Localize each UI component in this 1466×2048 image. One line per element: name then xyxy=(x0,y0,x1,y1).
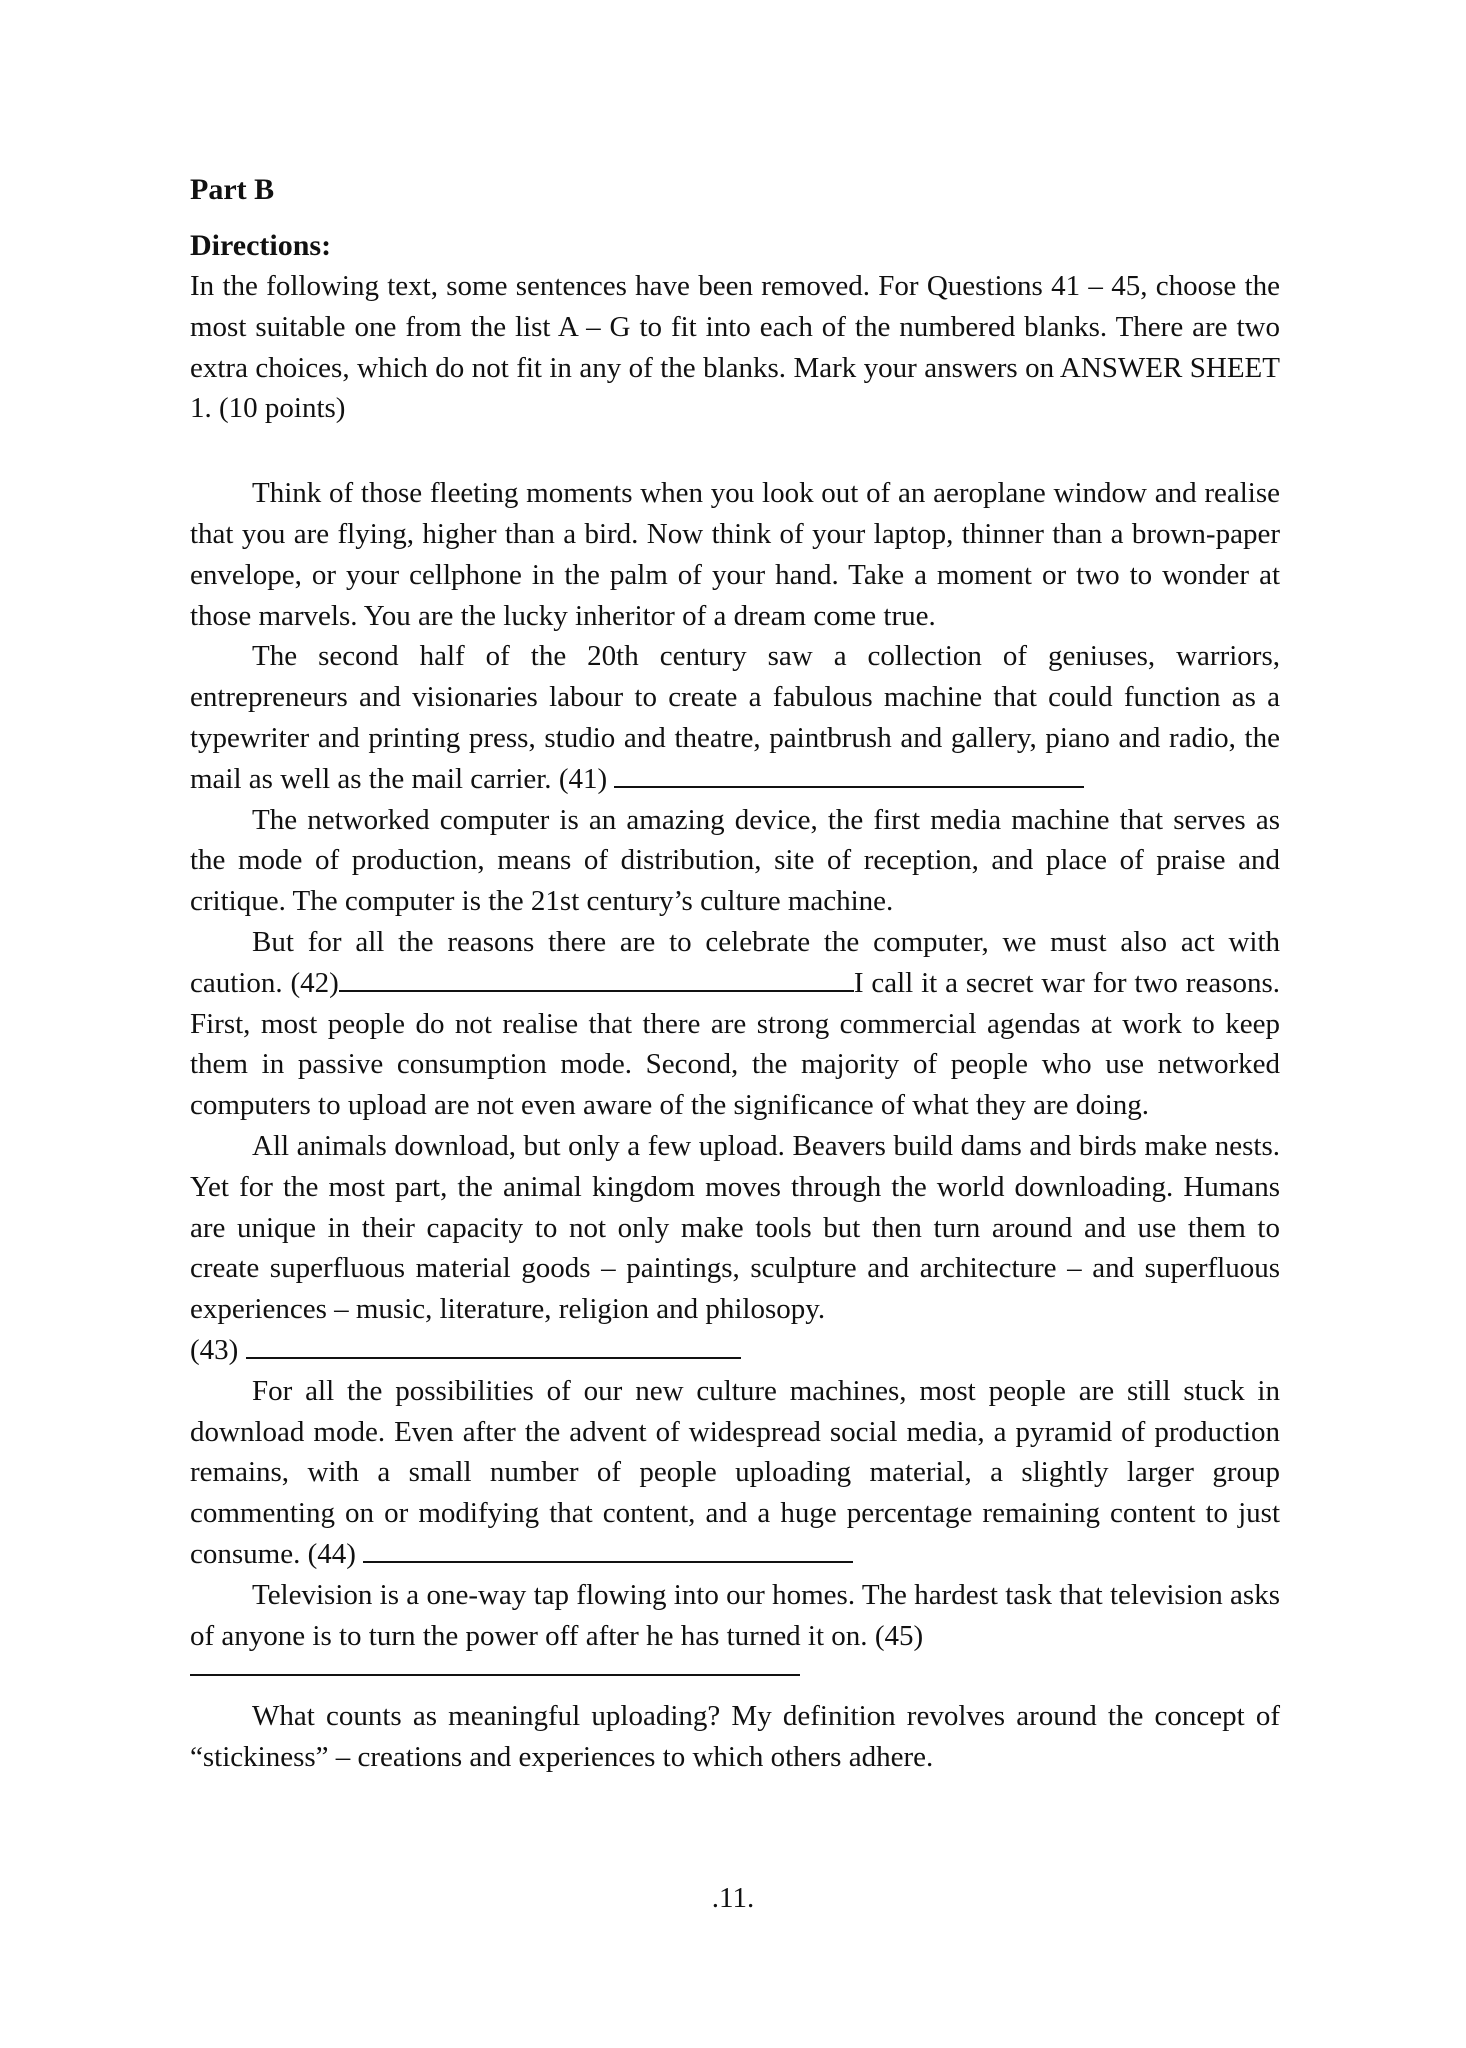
passage-paragraph-4 xyxy=(190,922,1280,1126)
passage-paragraph-6 xyxy=(190,1371,1280,1575)
question-45-blank[interactable] xyxy=(190,1658,800,1676)
part-title: Part B xyxy=(190,173,275,206)
passage-text: All animals download, but only a few upload. Beavers build dams and birds make nests. Yet for the most part, the animal kingdom moves through the world downloading. Humans are unique in their capacity to not only make tools but then turn around and use them to create superfluous material goods – paintings, sculpture and architecture – and superfluous experiences – music, literature, religion and philosopy. xyxy=(190,1129,1280,1326)
question-45-number: (45) xyxy=(874,1619,924,1652)
passage-paragraph-3 xyxy=(190,800,1280,922)
passage-text: For all the possibilities of our new culture machines, most people are still stuck in download mode. Even after the advent of widespread social media, a pyramid of production remains, with a small number of people uploading material, a slightly larger group commenting on or modifying that content, and a huge percentage remaining content to just consume. xyxy=(190,1374,1280,1570)
passage-text: The second half of the 20th century saw a collection of geniuses, warriors, entrepreneurs and visionaries labour to create a fabulous machine that could function as a typewriter and printing press, studio and theatre, paintbrush and gallery, piano and radio, the mail as well as the mail carrier. xyxy=(190,640,1280,795)
question-41-number: (41) xyxy=(558,762,608,795)
passage-paragraph-1 xyxy=(190,473,1280,636)
passage-text: What counts as meaningful uploading? My definition revolves around the concept of “stickiness” – creations and experiences to which others adhere. xyxy=(190,1700,1280,1774)
passage-text: But for all the reasons there are to celebrate the computer, we must also act with caution. xyxy=(190,925,1280,999)
passage-text: I call it a secret war for two reasons. First, most people do not realise that there are strong commercial agendas at work to keep them in passive consumption mode. Second, the majority of people who use networked computers to upload are not even aware of the significance of what they are doing. xyxy=(190,966,1281,1122)
directions-label: Directions: xyxy=(190,229,332,262)
passage-paragraph-2 xyxy=(190,636,1280,799)
directions-text: In the following text, some sentences have been removed. For Questions 41 – 45, choose the most suitable one from the list A – G to fit into each of the numbered blanks. There are two extra choices, which do not fit in any of the blanks. Mark your answers on ANSWER SHEET 1. (10 points) xyxy=(190,270,1280,425)
question-43-blank[interactable] xyxy=(246,1333,741,1359)
passage-paragraph-7 xyxy=(190,1575,1280,1657)
passage-text: The networked computer is an amazing device, the first media machine that serves as the mode of production, means of distribution, site of reception, and place of praise and critique. The computer is the 21st century’s culture machine. xyxy=(190,803,1280,918)
passage-paragraph-5 xyxy=(190,1126,1280,1330)
question-43-number: (43) xyxy=(190,1333,239,1366)
question-43-line xyxy=(190,1330,1280,1371)
question-44-blank[interactable] xyxy=(363,1537,853,1563)
passage-paragraph-8 xyxy=(190,1696,1280,1778)
question-42-number: (42) xyxy=(290,966,339,999)
page-number: .11. xyxy=(711,1882,755,1914)
passage-text: Television is a one-way tap flowing into our homes. The hardest task that television asks of anyone is to turn the power off after he has turned it on. xyxy=(190,1578,1280,1652)
part-b-section xyxy=(190,170,1280,1778)
passage-text: Think of those fleeting moments when you look out of an aeroplane window and realise that you are flying, higher than a bird. Now think of your laptop, thinner than a brown-paper envelope, or your cellphone in the palm of your hand. Take a moment or two to wonder at those marvels. You are the lucky inheritor of a dream come true. xyxy=(190,477,1280,632)
question-42-blank[interactable] xyxy=(339,966,854,992)
question-44-number: (44) xyxy=(307,1537,356,1570)
question-41-blank[interactable] xyxy=(614,762,1084,788)
